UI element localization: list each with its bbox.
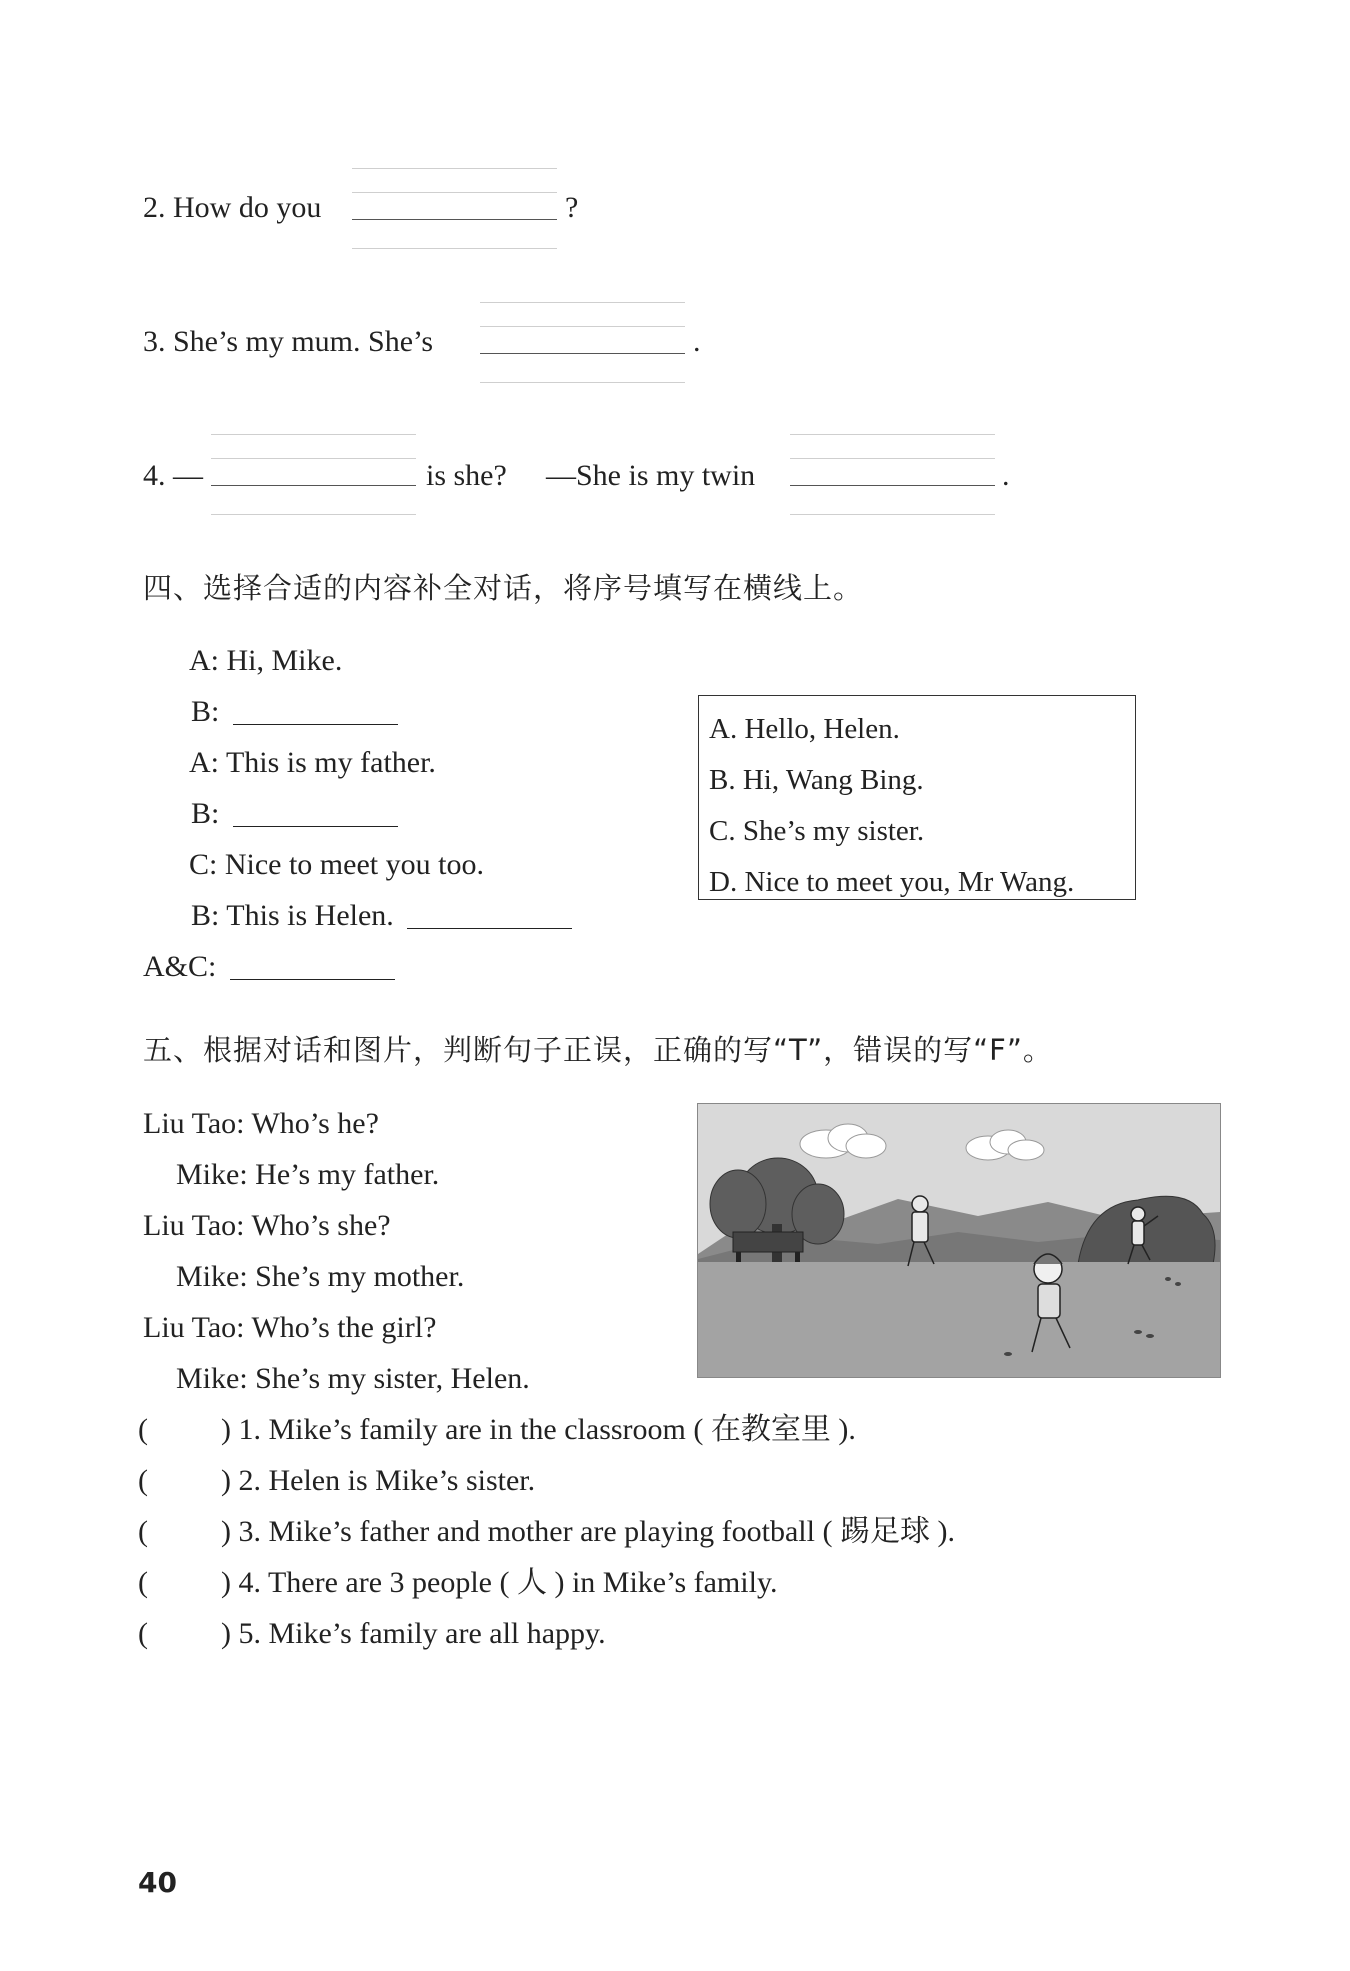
q3-item2-answer-blank[interactable]: [352, 168, 557, 250]
statement-row: [138, 1412, 856, 1448]
dialogue-line: [191, 694, 398, 730]
dialogue-line: Liu Tao: Who’s she?: [143, 1209, 391, 1242]
statement-text: ) 3. Mike’s father and mother are playing football ( 踢足球 ).: [221, 1515, 955, 1548]
q3-item4-mid: is she?: [426, 459, 507, 492]
dialogue-line: A: Hi, Mike.: [189, 644, 343, 677]
q3-item4-suffix: .: [1002, 459, 1010, 492]
statement-text: ) 2. Helen is Mike’s sister.: [221, 1464, 536, 1497]
speaker-label: A&C:: [143, 950, 217, 983]
dialogue-line: [191, 898, 572, 934]
section4-heading: 四、选择合适的内容补全对话，将序号填写在横线上。: [143, 571, 864, 605]
park-scene-illustration: [697, 1103, 1221, 1378]
q3-item3-answer-blank[interactable]: [480, 302, 685, 384]
q3-item4-mid2: —She is my twin: [546, 459, 756, 492]
dialogue-line: Liu Tao: Who’s he?: [143, 1107, 379, 1140]
dialogue-line: Liu Tao: Who’s the girl?: [143, 1311, 437, 1344]
park-scene-drawing: [698, 1104, 1220, 1377]
speaker-label: B: This is Helen.: [191, 899, 394, 932]
q3-item2-suffix: ?: [565, 191, 579, 224]
statement-text: ) 4. There are 3 people ( 人 ) in Mike’s family.: [221, 1566, 778, 1599]
speaker-label: B:: [191, 695, 220, 728]
statement-text: ) 1. Mike’s family are in the classroom ( 在教室里 ).: [221, 1413, 856, 1446]
dialogue-line: Mike: She’s my sister, Helen.: [176, 1362, 530, 1395]
option-d: D. Nice to meet you, Mr Wang.: [709, 866, 1075, 898]
answer-blank[interactable]: [233, 796, 398, 827]
statement-row: [138, 1514, 955, 1550]
answer-paren-open[interactable]: (: [138, 1515, 148, 1548]
q3-item3-suffix: .: [693, 325, 701, 358]
answer-paren-open[interactable]: (: [138, 1413, 148, 1446]
answer-blank[interactable]: [230, 949, 395, 980]
answer-paren-open[interactable]: (: [138, 1464, 148, 1497]
statement-row: [138, 1565, 778, 1601]
q3-item3-prefix: 3. She’s my mum. She’s: [143, 325, 434, 358]
q3-item4-prefix: 4. —: [143, 459, 203, 492]
option-b: B. Hi, Wang Bing.: [709, 764, 924, 796]
answer-blank[interactable]: [407, 898, 572, 929]
dialogue-line: Mike: She’s my mother.: [176, 1260, 465, 1293]
options-box: [698, 695, 1136, 900]
dialogue-line: A: This is my father.: [189, 746, 436, 779]
statement-text: ) 5. Mike’s family are all happy.: [221, 1617, 606, 1650]
answer-paren-open[interactable]: (: [138, 1617, 148, 1650]
dialogue-line: C: Nice to meet you too.: [189, 848, 484, 881]
speaker-label: B:: [191, 797, 220, 830]
dialogue-line: [191, 796, 398, 832]
answer-paren-open[interactable]: (: [138, 1566, 148, 1599]
answer-blank[interactable]: [233, 694, 398, 725]
statement-row: [138, 1616, 606, 1652]
option-c: C. She’s my sister.: [709, 815, 925, 847]
q3-item4-answer-blank-2[interactable]: [790, 434, 995, 516]
page-number: 40: [138, 1866, 177, 1899]
q3-item2-prefix: 2. How do you: [143, 191, 322, 224]
section5-heading: 五、根据对话和图片，判断句子正误，正确的写“T”，错误的写“F”。: [143, 1033, 1053, 1067]
dialogue-line: [143, 949, 395, 985]
dialogue-line: Mike: He’s my father.: [176, 1158, 440, 1191]
q3-item4-answer-blank-1[interactable]: [211, 434, 416, 516]
statement-row: [138, 1463, 535, 1499]
option-a: A. Hello, Helen.: [709, 713, 900, 745]
